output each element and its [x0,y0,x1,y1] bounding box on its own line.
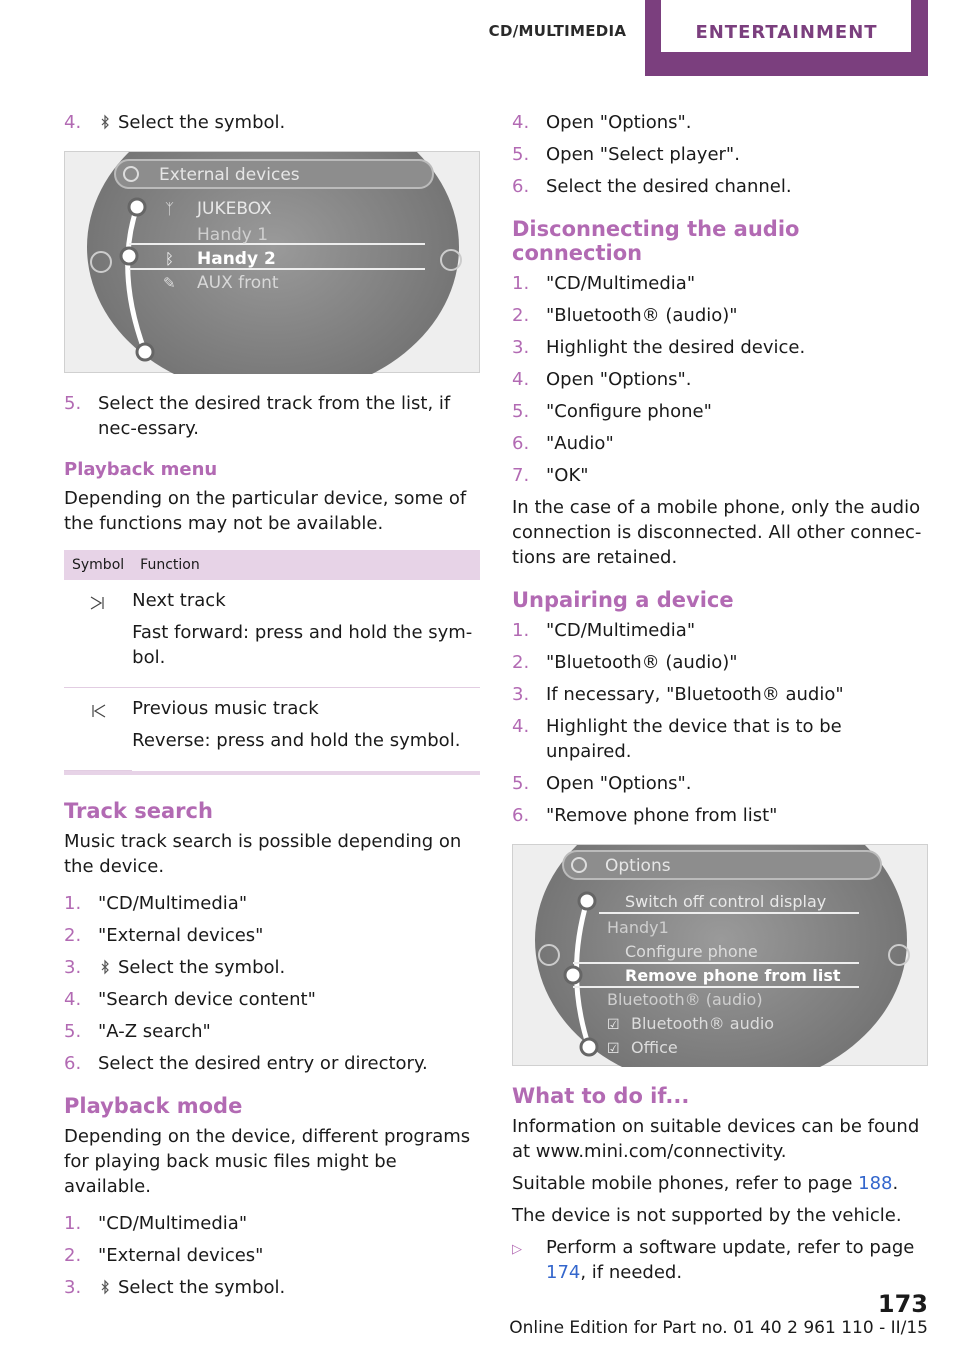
step-item [64,1051,482,1076]
step-item [512,110,930,135]
step-text: "A-Z search" [98,1020,211,1042]
step-text: Open "Options". [546,773,692,794]
table-row [64,688,480,771]
page-link-174[interactable]: 174 [546,1262,581,1283]
page-number: 173 [877,1290,928,1318]
chapter-tab [645,0,928,76]
text-run: Perform a software update, refer to page [546,1237,915,1258]
step-text: "CD/Multimedia" [98,1212,248,1234]
step-number: 1. [512,620,530,641]
chapter-tab-label: ENTERTAINMENT [695,22,878,43]
right-column [512,110,930,1285]
table-header-function: Function [132,550,480,580]
disconnect-steps [512,271,930,488]
step-number: 1. [64,892,82,914]
step-item [512,618,930,643]
step-text: "CD/Multimedia" [546,620,696,641]
step-text: Select the symbol. [118,956,286,978]
step-text: "OK" [546,465,589,486]
paragraph: Music track search is possible depending on the device. [64,830,462,877]
step-number: 7. [512,465,530,486]
step-number: 2. [64,924,82,946]
step-text: "Configure phone" [546,401,712,422]
step-number: 4. [64,988,82,1010]
screen-item: Handy 1 [197,225,269,245]
step-item [512,174,930,199]
step-number: 5. [512,773,530,794]
step-item [64,1211,482,1236]
step-item [512,463,930,488]
heading-playback-menu: Playback menu [64,459,218,480]
table-cell-desc: Reverse: press and hold the symbol. [132,730,461,751]
step-item [64,923,482,948]
screen-external-devices [64,151,480,373]
step-text: "CD/Multimedia" [98,892,248,914]
step-number: 6. [512,433,530,454]
svg-text:ᛉ: ᛉ [165,200,175,218]
step-number: 4. [512,112,530,133]
screen-item: AUX front [197,273,279,293]
paragraph: Information on suitable devices can be found at www.mini.com/connectivity. [512,1116,920,1162]
step-text: "Audio" [546,433,614,454]
paragraph: The device is not supported by the vehicle. [512,1205,902,1226]
step-text: Open "Select player". [546,144,740,165]
step-item [64,955,482,980]
svg-text:✎: ✎ [163,274,176,292]
previous-track-icon [90,704,106,718]
step-item [512,399,930,424]
svg-text:ᛒ: ᛒ [165,250,175,268]
footer-edition: Online Edition for Part no. 01 40 2 961 110 - II/15 [509,1318,928,1338]
step-text: Select the symbol. [118,1276,286,1298]
step-item [64,110,482,135]
text-run: . [892,1173,899,1194]
device-symbol-icon [98,958,112,976]
step-text: Open "Options". [546,369,692,390]
next-track-icon [90,596,106,610]
table-cell-title: Next track [132,590,226,611]
running-header-section: CD/MULTIMEDIA [488,22,627,40]
bullet-item [512,1235,930,1285]
playback-mode-steps [64,1211,482,1300]
step-number: 6. [64,1052,82,1074]
screen-item: Handy 2 [197,249,276,269]
step-number: 5. [64,1020,82,1042]
step-text: If necessary, "Bluetooth® audio" [546,684,844,705]
heading-disconnect: Disconnecting the audio connection [512,217,800,265]
step-text: Highlight the device that is to be unpaired. [546,716,842,762]
paragraph: In the case of a mobile phone, only the audio connection is disconnected. All other connec-tions are retained. [512,497,922,568]
step-number: 3. [64,956,82,978]
paragraph: Depending on the device, different programs for playing back music files might be available. [64,1125,471,1197]
step-text: Select the desired track from the list, if nec-essary. [98,393,451,439]
heading-unpair: Unpairing a device [512,588,734,612]
paragraph: Depending on the particular device, some of the functions may not be available. [64,488,467,534]
step-number: 5. [512,401,530,422]
table-row [64,580,480,688]
paragraph [512,1171,930,1196]
step-text: "Search device content" [98,988,316,1010]
step-item [64,1243,482,1268]
step-number: 2. [512,305,530,326]
step-item [512,803,930,828]
device-symbol-icon [98,1278,112,1296]
step-item [512,714,930,764]
step-item [512,431,930,456]
step-text: "Bluetooth® (audio)" [546,305,738,326]
svg-text:☑: ☑ [607,1017,620,1033]
step-item [512,335,930,360]
step-text: "External devices" [98,1244,264,1266]
step-item [512,367,930,392]
step-item [512,650,930,675]
step-item [64,1019,482,1044]
step-item [512,682,930,707]
text-run: Suitable mobile phones, refer to page [512,1173,859,1194]
left-column [64,110,482,1307]
table-cell-desc: Fast forward: press and hold the sym-bol. [132,622,473,668]
table-cell-title: Previous music track [132,698,319,719]
unpair-steps [512,618,930,828]
screen-options [512,844,928,1066]
step-number: 1. [64,1212,82,1234]
step-number: 3. [512,684,530,705]
step-number: 4. [64,112,82,133]
step-text: Open "Options". [546,112,692,133]
table-header-symbol: Symbol [64,550,132,580]
step-number: 4. [512,369,530,390]
device-symbol-icon [98,113,112,131]
step-number: 4. [512,716,530,737]
step-text: Select the desired entry or directory. [98,1052,428,1074]
step-text: "Remove phone from list" [546,805,778,826]
screen-title: Options [605,856,671,876]
step-text: Select the symbol. [118,112,286,133]
step-text: Highlight the desired device. [546,337,806,358]
heading-playback-mode: Playback mode [64,1093,243,1118]
screen-item: Handy1 [607,918,669,937]
screen-item: JUKEBOX [197,199,272,219]
step-item [512,271,930,296]
heading-track-search: Track search [64,798,213,823]
screen-item: Office [631,1038,678,1057]
track-search-steps [64,891,482,1076]
table-bottom-rule [64,771,480,775]
display-illustration [513,845,929,1067]
step-item [64,987,482,1012]
step-text: "Bluetooth® (audio)" [546,652,738,673]
screen-item: Switch off control display [625,892,827,911]
step-number: 3. [64,1276,82,1298]
step-text: Select the desired channel. [546,176,792,197]
step-item [64,391,482,441]
heading-what-to-do: What to do if... [512,1084,690,1108]
svg-text:☑: ☑ [607,1041,620,1057]
screen-item: Configure phone [625,942,758,961]
step-item [512,771,930,796]
screen-title: External devices [159,165,300,185]
step-number: 5. [64,393,82,414]
step-number: 1. [512,273,530,294]
step-text: "External devices" [98,924,264,946]
player-steps [512,110,930,199]
step-number: 6. [512,805,530,826]
screen-item: Bluetooth® (audio) [607,990,763,1009]
text-run: , if needed. [580,1262,683,1283]
screen-item: Remove phone from list [625,966,841,985]
page-link-188[interactable]: 188 [858,1173,893,1194]
step-number: 5. [512,144,530,165]
step-item [512,142,930,167]
display-illustration [65,152,481,374]
step-item [512,303,930,328]
step-number: 2. [512,652,530,673]
triangle-bullet-icon: ▷ [512,1242,522,1257]
step-number: 2. [64,1244,82,1266]
screen-item: Bluetooth® audio [631,1014,775,1033]
step-text: "CD/Multimedia" [546,273,696,294]
step-number: 3. [512,337,530,358]
step-item [64,1275,482,1300]
step-item [64,891,482,916]
function-table [64,550,480,771]
step-number: 6. [512,176,530,197]
